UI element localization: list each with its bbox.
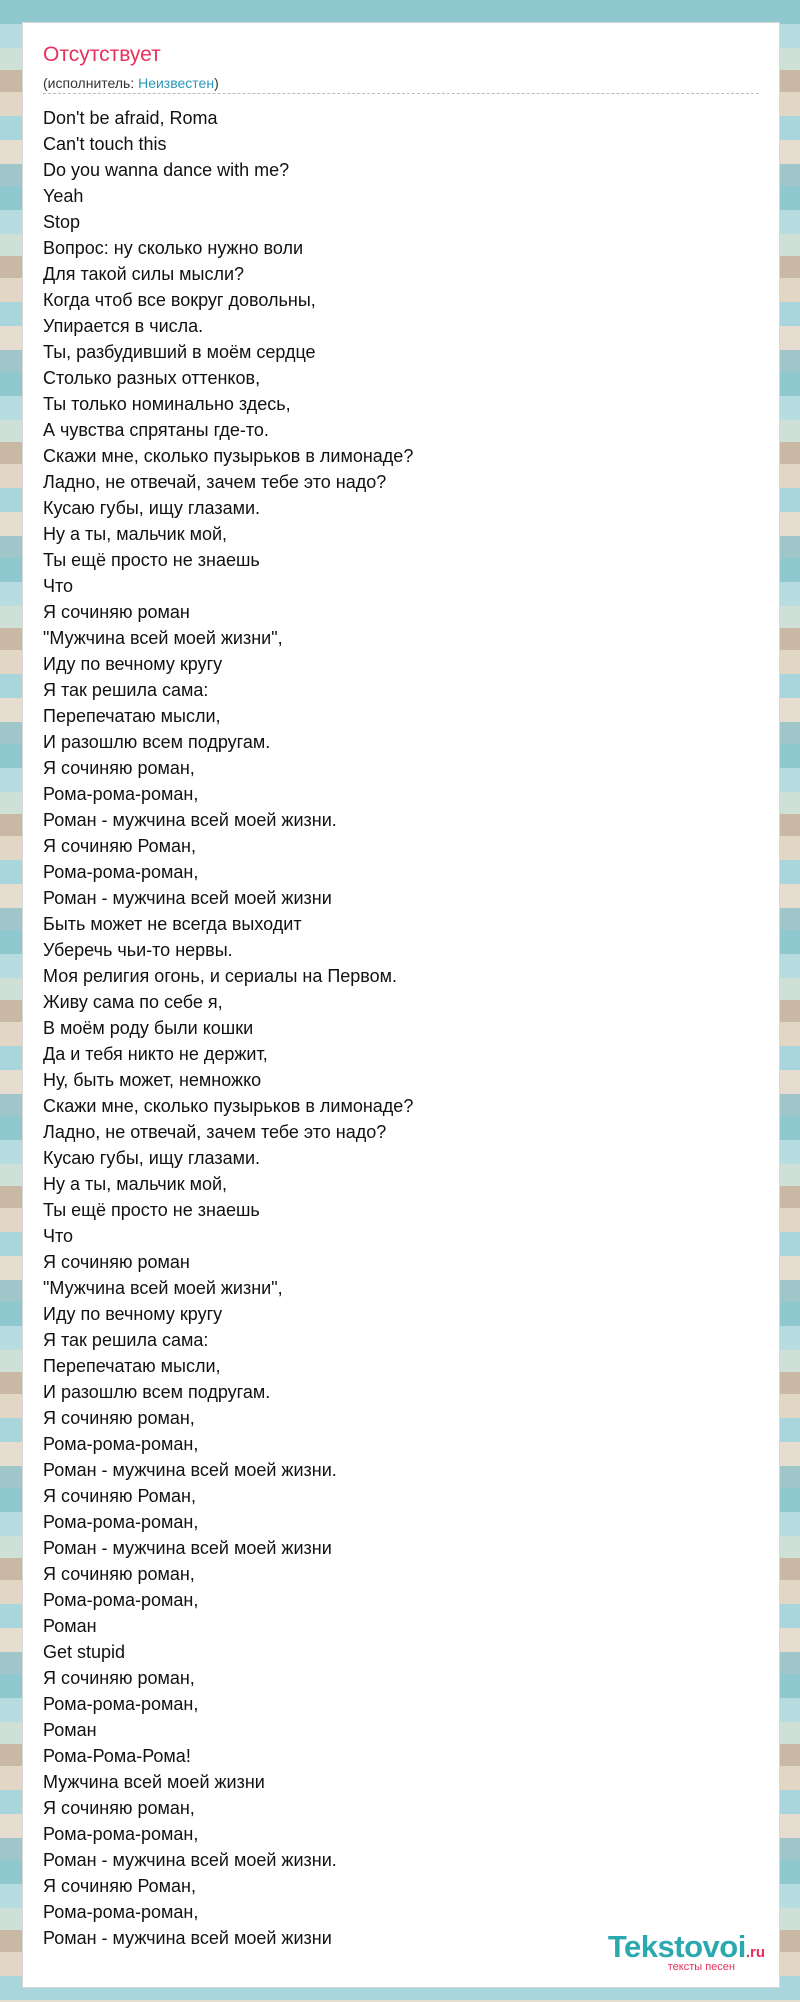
- lyric-line: Ну а ты, мальчик мой,: [43, 1174, 228, 1194]
- artist-prefix: (исполнитель:: [43, 75, 139, 91]
- lyric-line: Роман - мужчина всей моей жизни: [43, 888, 332, 908]
- lyric-line: Ты ещё просто не знаешь: [43, 1200, 260, 1220]
- lyric-line: Stop: [43, 212, 81, 232]
- lyric-line: "Мужчина всей моей жизни",: [43, 628, 283, 648]
- lyric-line: Роман - мужчина всей моей жизни: [43, 1538, 332, 1558]
- lyric-line: Что: [43, 1226, 74, 1246]
- lyric-line: Живу сама по себе я,: [43, 992, 223, 1012]
- lyric-line: Рома-рома-роман,: [43, 862, 199, 882]
- lyric-line: Вопрос: ну сколько нужно воли: [43, 238, 304, 258]
- lyric-line: "Мужчина всей моей жизни",: [43, 1278, 283, 1298]
- lyric-line: Can't touch this: [43, 134, 167, 154]
- lyric-line: В моём роду были кошки: [43, 1018, 254, 1038]
- lyric-line: Я так решила сама:: [43, 680, 209, 700]
- lyric-line: Роман - мужчина всей моей жизни.: [43, 1460, 337, 1480]
- lyric-line: Я сочиняю роман,: [43, 1564, 195, 1584]
- lyric-line: Рома-Рома-Рома!: [43, 1746, 191, 1766]
- lyric-line: Рома-рома-роман,: [43, 1824, 199, 1844]
- lyric-line: Упирается в числа.: [43, 316, 204, 336]
- lyric-line: Рома-рома-роман,: [43, 784, 199, 804]
- header-divider: [43, 93, 759, 94]
- lyric-line: Ну а ты, мальчик мой,: [43, 524, 228, 544]
- lyric-line: Я сочиняю роман,: [43, 1408, 195, 1428]
- artist-link[interactable]: Неизвестен: [138, 75, 215, 91]
- lyric-line: Перепечатаю мысли,: [43, 706, 221, 726]
- lyric-line: Скажи мне, сколько пузырьков в лимонаде?: [43, 1096, 414, 1116]
- lyric-line: Ты, разбудивший в моём сердце: [43, 342, 316, 362]
- lyric-line: Ты только номинально здесь,: [43, 394, 291, 414]
- lyric-line: Что: [43, 576, 74, 596]
- lyric-line: Я так решила сама:: [43, 1330, 209, 1350]
- lyric-line: Роман - мужчина всей моей жизни.: [43, 810, 337, 830]
- lyric-line: Ладно, не отвечай, зачем тебе это надо?: [43, 1122, 387, 1142]
- lyric-line: Да и тебя никто не держит,: [43, 1044, 268, 1064]
- logo-tagline: тексты песен: [667, 1961, 735, 1973]
- lyric-line: Я сочиняю Роман,: [43, 836, 196, 856]
- lyric-line: Ладно, не отвечай, зачем тебе это надо?: [43, 472, 387, 492]
- lyric-line: Быть может не всегда выходит: [43, 914, 302, 934]
- artist-line: [43, 75, 219, 91]
- lyrics-text: [43, 105, 413, 1951]
- lyric-line: Скажи мне, сколько пузырьков в лимонаде?: [43, 446, 414, 466]
- lyric-line: Я сочиняю роман: [43, 1252, 190, 1272]
- lyric-line: Столько разных оттенков,: [43, 368, 261, 388]
- lyric-line: Рома-рома-роман,: [43, 1434, 199, 1454]
- lyric-line: И разошлю всем подругам.: [43, 732, 271, 752]
- lyric-line: Get stupid: [43, 1642, 126, 1662]
- lyric-line: Когда чтоб все вокруг довольны,: [43, 290, 316, 310]
- lyric-line: Роман: [43, 1616, 97, 1636]
- artist-suffix: ): [214, 75, 219, 91]
- lyric-line: Do you wanna dance with me?: [43, 160, 290, 180]
- lyric-line: Рома-рома-роман,: [43, 1902, 199, 1922]
- lyric-line: Для такой силы мысли?: [43, 264, 245, 284]
- lyric-line: Ну, быть может, немножко: [43, 1070, 262, 1090]
- lyric-line: Я сочиняю Роман,: [43, 1486, 196, 1506]
- lyric-line: Я сочиняю роман: [43, 602, 190, 622]
- lyric-line: Роман: [43, 1720, 97, 1740]
- lyric-line: Рома-рома-роман,: [43, 1590, 199, 1610]
- lyric-line: А чувства спрятаны где-то.: [43, 420, 269, 440]
- lyric-line: Мужчина всей моей жизни: [43, 1772, 265, 1792]
- lyric-line: Моя религия огонь, и сериалы на Первом.: [43, 966, 398, 986]
- lyric-line: Ты ещё просто не знаешь: [43, 550, 260, 570]
- site-logo[interactable]: [608, 1929, 765, 1973]
- lyric-line: Перепечатаю мысли,: [43, 1356, 221, 1376]
- lyric-line: Рома-рома-роман,: [43, 1512, 199, 1532]
- lyric-line: Я сочиняю Роман,: [43, 1876, 196, 1896]
- lyric-line: И разошлю всем подругам.: [43, 1382, 271, 1402]
- logo-name: Tekstovoi: [607, 1929, 746, 1964]
- lyric-line: Иду по вечному кругу: [43, 654, 223, 674]
- lyric-line: Кусаю губы, ищу глазами.: [43, 498, 261, 518]
- lyric-line: Я сочиняю роман,: [43, 1798, 195, 1818]
- lyric-line: Я сочиняю роман,: [43, 758, 195, 778]
- lyric-line: Кусаю губы, ищу глазами.: [43, 1148, 261, 1168]
- lyric-line: Рома-рома-роман,: [43, 1694, 199, 1714]
- lyric-line: Роман - мужчина всей моей жизни.: [43, 1850, 337, 1870]
- lyrics-card: [22, 22, 780, 1988]
- lyric-line: Уберечь чьи-то нервы.: [43, 940, 233, 960]
- song-title: Отсутствует: [43, 43, 161, 66]
- lyric-line: Don't be afraid, Roma: [43, 108, 218, 128]
- lyric-line: Роман - мужчина всей моей жизни: [43, 1928, 332, 1948]
- lyric-line: Иду по вечному кругу: [43, 1304, 223, 1324]
- logo-tld: .ru: [745, 1944, 765, 1961]
- lyric-line: Yeah: [43, 186, 84, 206]
- lyric-line: Я сочиняю роман,: [43, 1668, 195, 1688]
